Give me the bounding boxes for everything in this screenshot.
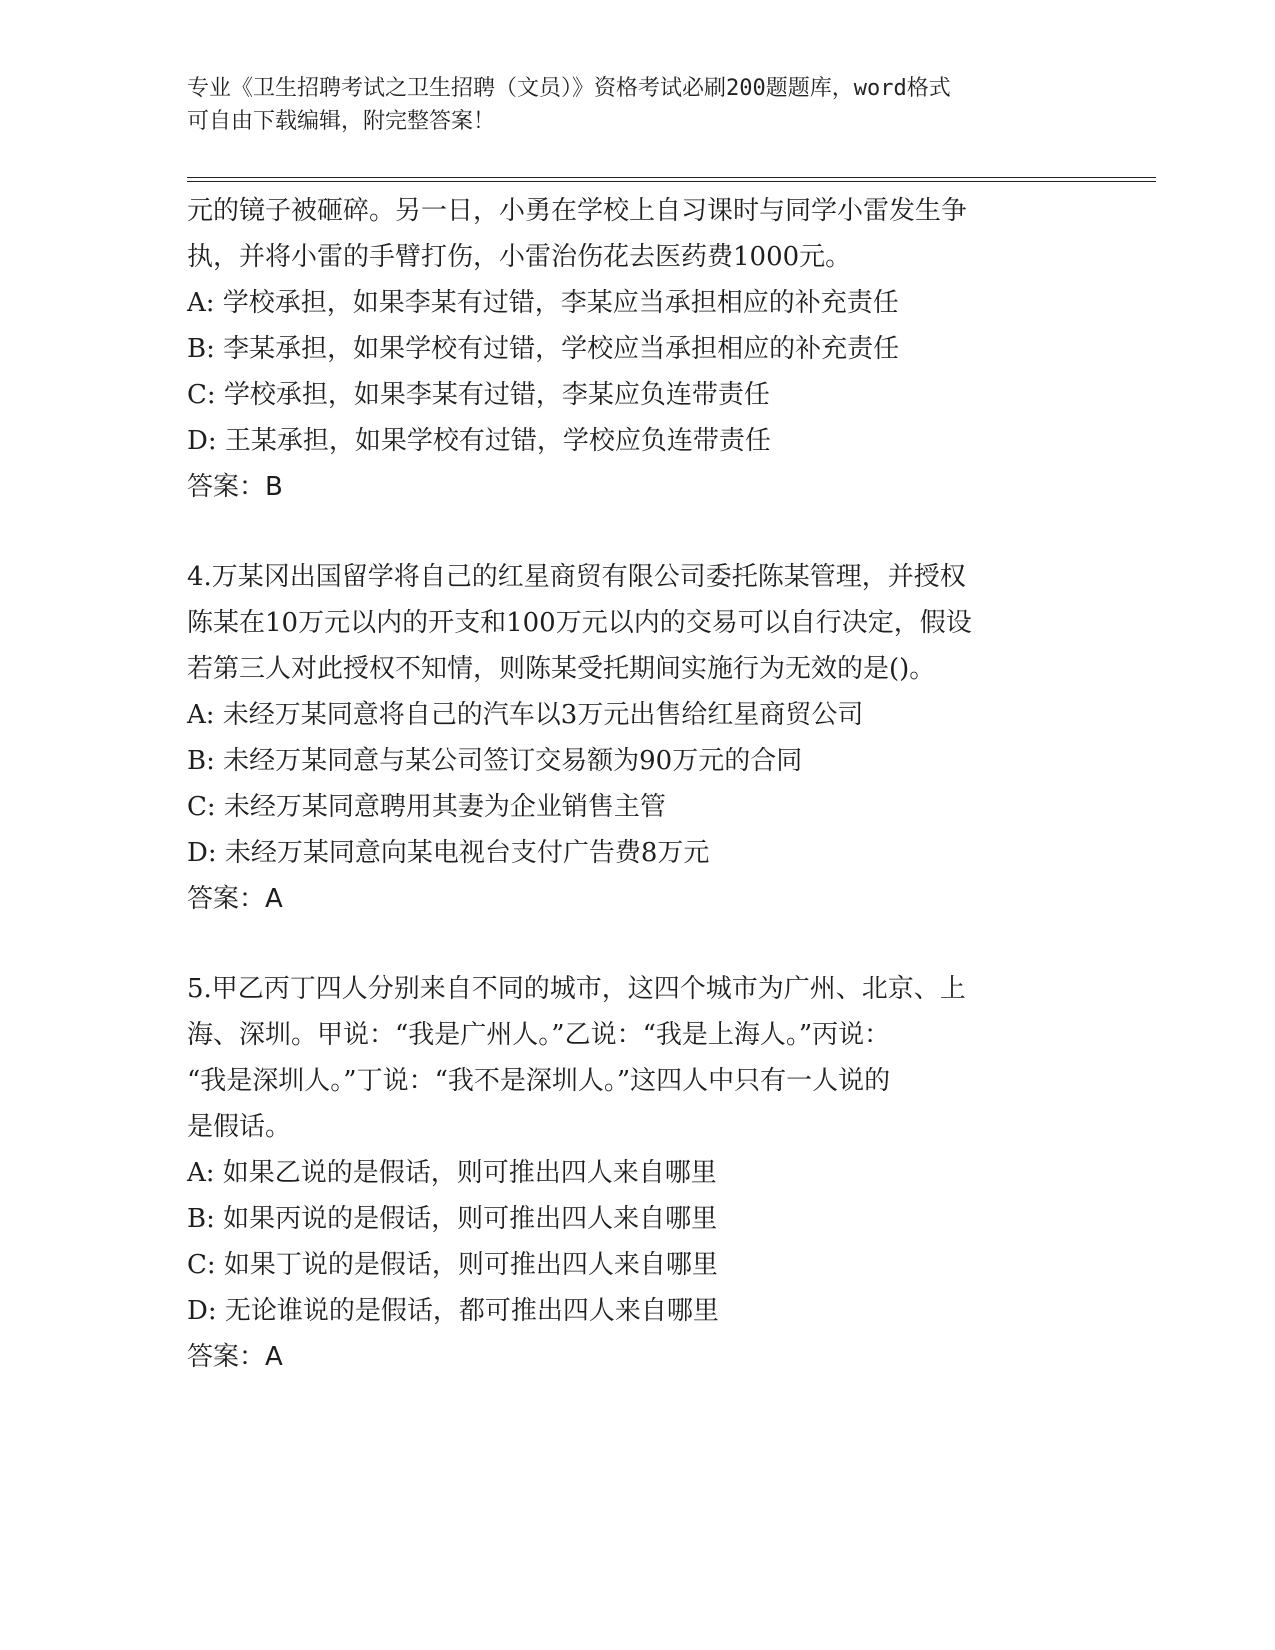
option-d: D: 王某承担，如果学校有过错，学校应负连带责任 <box>187 426 771 456</box>
header-divider <box>187 177 1156 182</box>
answer-label: 答案：B <box>187 472 283 502</box>
option-d: D: 无论谁说的是假话，都可推出四人来自哪里 <box>187 1296 719 1326</box>
document-header <box>187 72 1087 138</box>
question-stem-line: 海、深圳。甲说：“我是广州人。”乙说：“我是上海人。”丙说： <box>187 1020 891 1050</box>
question-3 <box>187 188 1087 510</box>
option-c: C: 如果丁说的是假话，则可推出四人来自哪里 <box>187 1250 718 1280</box>
option-d: D: 未经万某同意向某电视台支付广告费8万元 <box>187 838 710 868</box>
option-a: A: 如果乙说的是假话，则可推出四人来自哪里 <box>187 1158 717 1188</box>
question-stem-line: 执，并将小雷的手臂打伤，小雷治伤花去医药费1000元。 <box>187 242 852 272</box>
header-title-line-2: 可自由下载编辑，附完整答案！ <box>187 109 496 134</box>
option-b: B: 如果丙说的是假话，则可推出四人来自哪里 <box>187 1204 718 1234</box>
option-a: A: 学校承担，如果李某有过错，李某应当承担相应的补充责任 <box>187 288 899 318</box>
question-stem-line: 元的镜子被砸碎。另一日，小勇在学校上自习课时与同学小雷发生争 <box>187 196 968 226</box>
header-title-line-1: 专业《卫生招聘考试之卫生招聘（文员）》资格考试必刷200题题库，word格式 <box>187 76 951 101</box>
question-stem-line: 是假话。 <box>187 1112 292 1142</box>
option-b: B: 李某承担，如果学校有过错，学校应当承担相应的补充责任 <box>187 334 900 364</box>
question-stem-line: 5.甲乙丙丁四人分别来自不同的城市，这四个城市为广州、北京、上 <box>187 974 966 1004</box>
option-c: C: 学校承担，如果李某有过错，李某应负连带责任 <box>187 380 770 410</box>
question-stem-line: 陈某在10万元以内的开支和100万元以内的交易可以自行决定，假设 <box>187 608 972 638</box>
answer-label: 答案：A <box>187 884 283 914</box>
question-stem-line: 4.万某冈出国留学将自己的红星商贸有限公司委托陈某管理，并授权 <box>187 562 966 592</box>
question-stem-line: 若第三人对此授权不知情，则陈某受托期间实施行为无效的是()。 <box>187 654 936 684</box>
question-stem-line: “我是深圳人。”丁说：“我不是深圳人。”这四人中只有一人说的 <box>187 1066 891 1096</box>
document-body <box>187 188 1087 1380</box>
option-a: A: 未经万某同意将自己的汽车以3万元出售给红星商贸公司 <box>187 700 864 730</box>
option-b: B: 未经万某同意与某公司签订交易额为90万元的合同 <box>187 746 803 776</box>
question-4 <box>187 554 1087 922</box>
answer-label: 答案：A <box>187 1342 283 1372</box>
question-5 <box>187 966 1087 1380</box>
option-c: C: 未经万某同意聘用其妻为企业销售主管 <box>187 792 666 822</box>
